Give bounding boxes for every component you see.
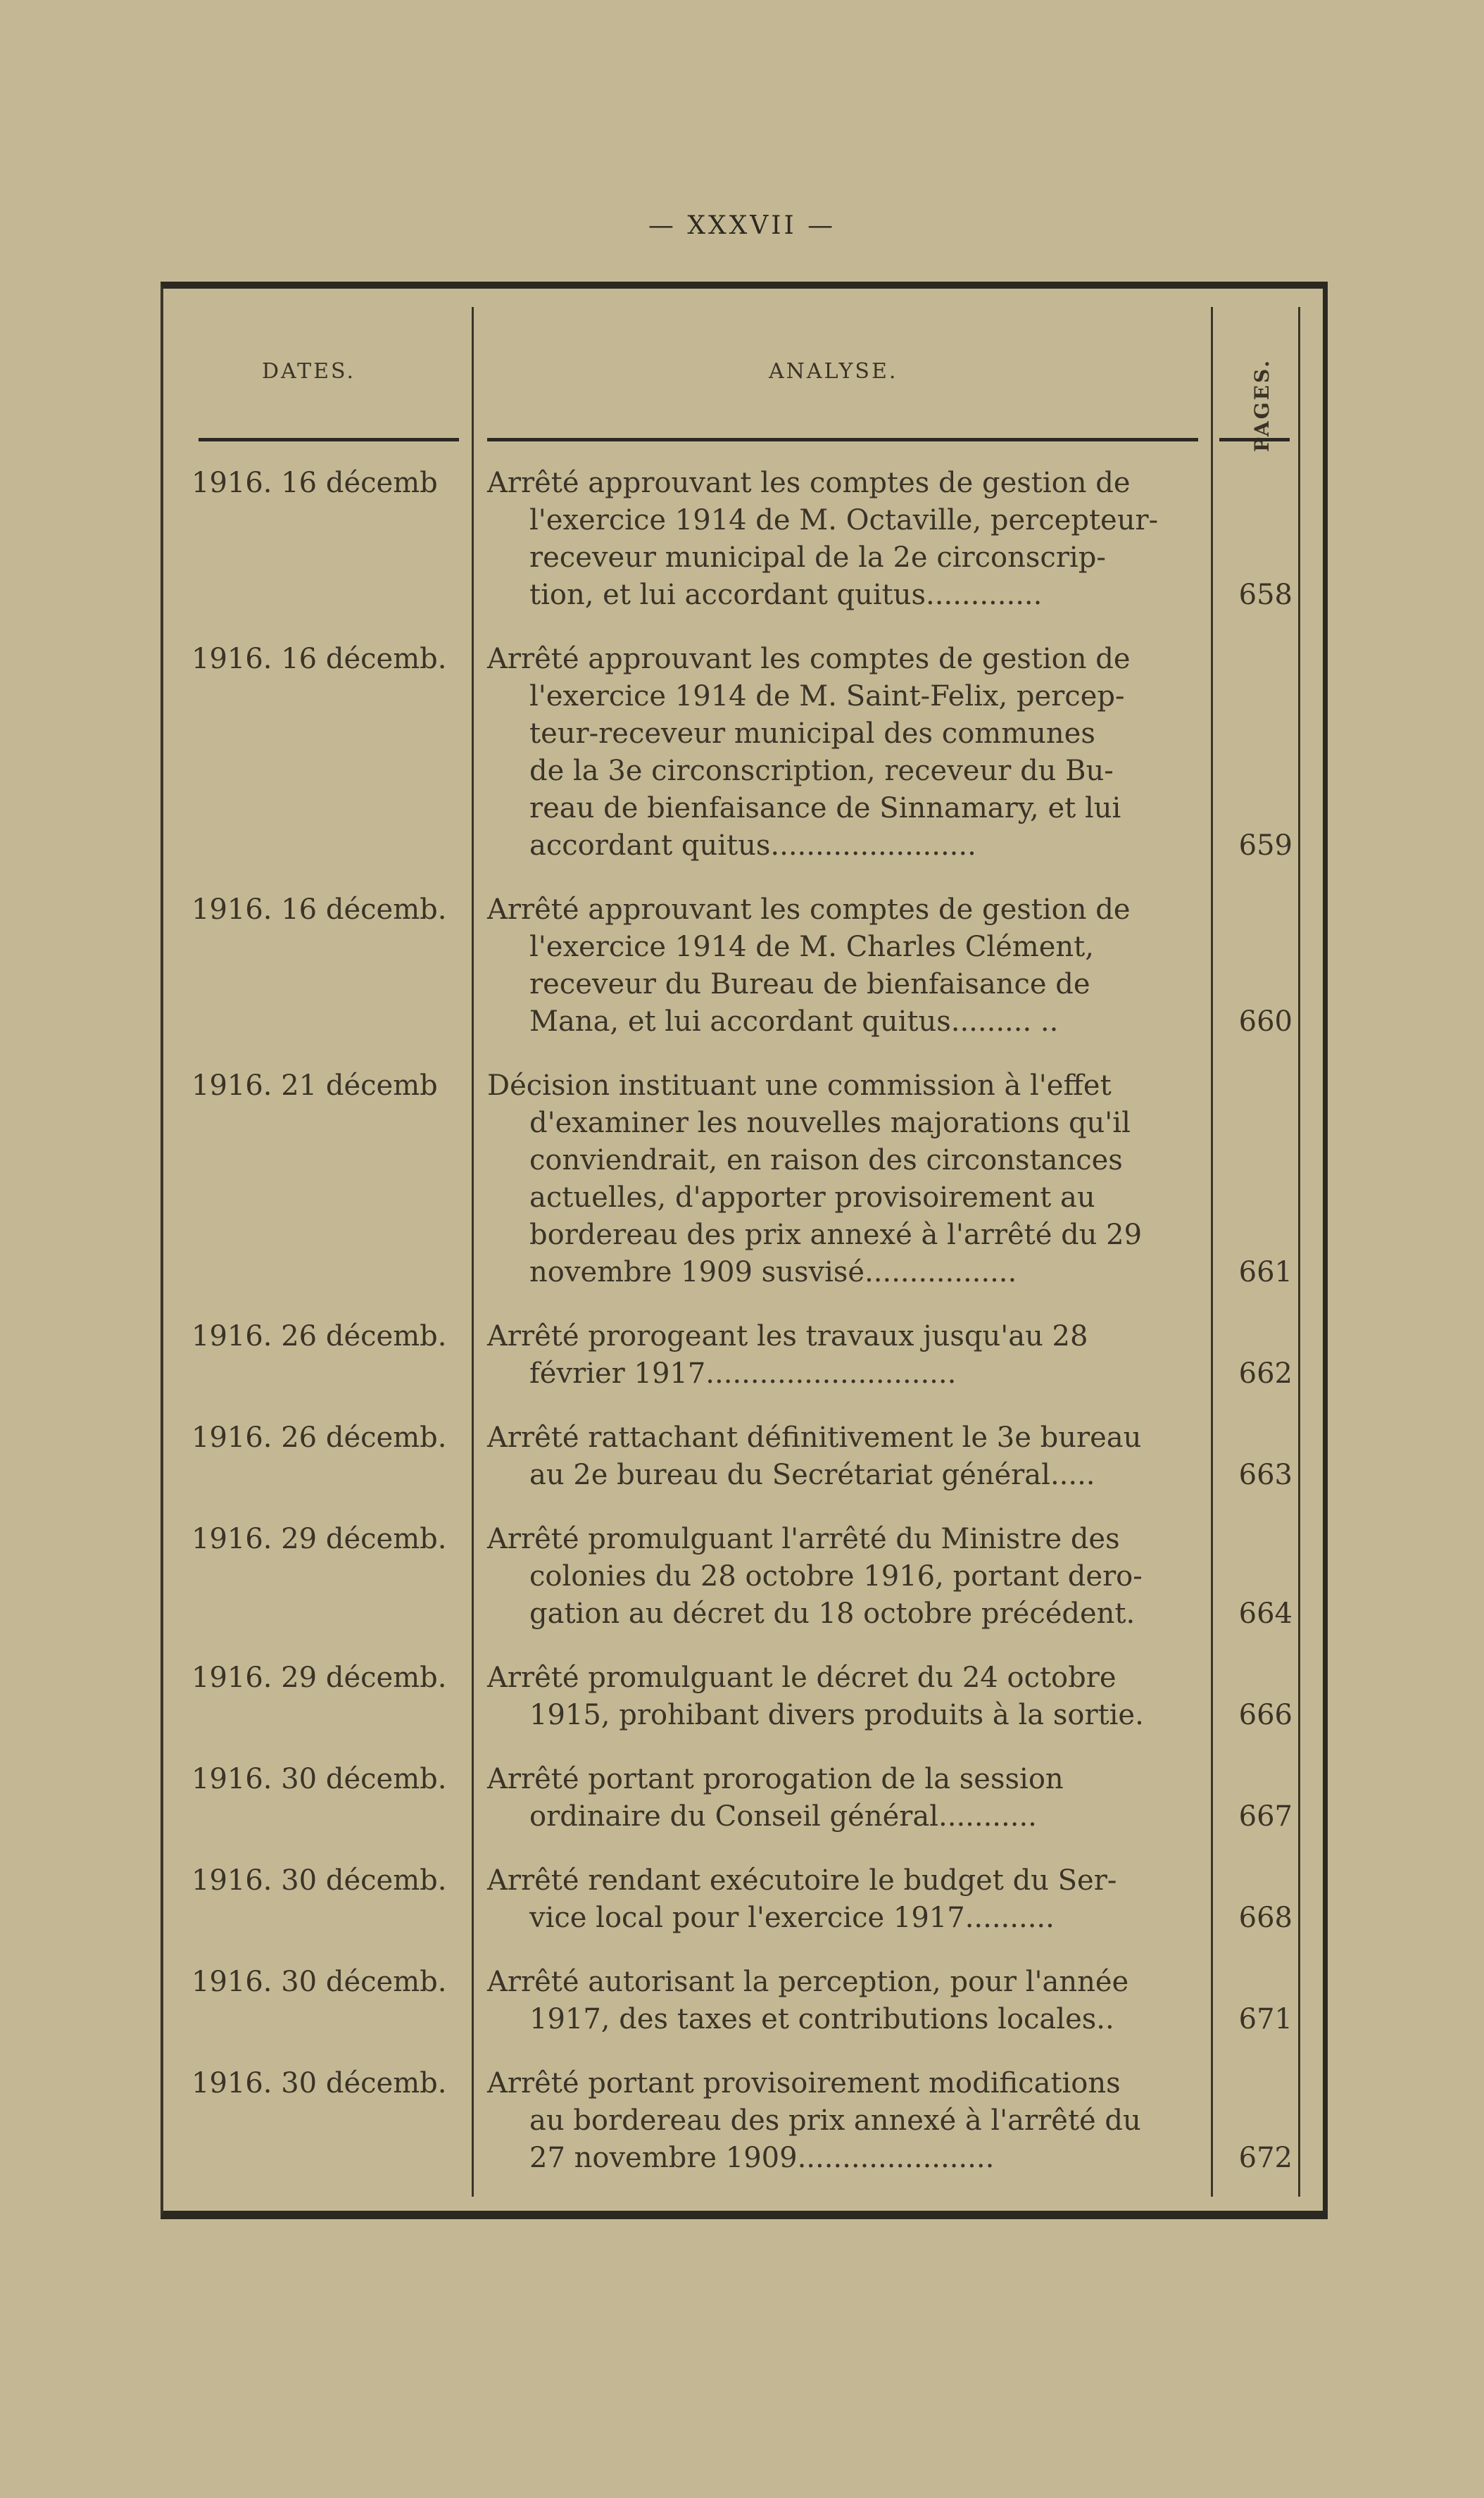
header-rule-analyse <box>487 438 1198 441</box>
entry-date: 1916. 21 décemb <box>191 1069 438 1102</box>
entry-page: 660 <box>1238 1005 1293 1038</box>
entry-date: 1916. 16 décemb <box>191 467 438 499</box>
entry-page: 664 <box>1238 1598 1293 1630</box>
entry-analyse-line: Arrêté rattachant définitivement le 3e bureau <box>487 1421 1142 1454</box>
entry-analyse <box>487 1419 1198 1494</box>
entry-analyse-line: colonies du 28 octobre 1916, portant dero- <box>529 1560 1143 1593</box>
entry-page: 668 <box>1238 1902 1293 1934</box>
entry-analyse <box>487 641 1198 865</box>
entry-date: 1916. 30 décemb. <box>191 1966 447 1998</box>
entry-page: 661 <box>1238 1256 1293 1288</box>
entry-date: 1916. 16 décemb. <box>191 643 447 675</box>
entry-analyse-line: février 1917............................ <box>529 1357 957 1390</box>
header-rule-pages <box>1219 438 1290 441</box>
table-row <box>163 1659 1325 1734</box>
column-header-pages-wrap <box>1230 345 1293 465</box>
entry-analyse-line: tion, et lui accordant quitus............. <box>529 579 1043 611</box>
entry-analyse <box>487 1659 1198 1734</box>
entry-analyse-line: Arrêté prorogeant les travaux jusqu'au 28 <box>487 1320 1088 1352</box>
entry-analyse-line: Mana, et lui accordant quitus......... .. <box>529 1005 1059 1038</box>
entry-analyse-line: ordinaire du Conseil général........... <box>529 1800 1037 1833</box>
entry-date: 1916. 30 décemb. <box>191 2067 447 2100</box>
entry-analyse-line: 1915, prohibant divers produits à la sortie. <box>529 1699 1144 1731</box>
entry-analyse-line: au 2e bureau du Secrétariat général..... <box>529 1459 1095 1491</box>
entry-analyse-line: teur-receveur municipal des communes <box>529 717 1095 750</box>
table-row <box>163 1067 1325 1291</box>
entry-page: 663 <box>1238 1459 1293 1491</box>
entry-analyse-line: accordant quitus....................... <box>529 829 976 862</box>
entry-page: 658 <box>1238 579 1293 611</box>
table-row <box>163 1964 1325 2038</box>
entry-date: 1916. 29 décemb. <box>191 1662 447 1694</box>
entry-analyse-line: Arrêté promulguant l'arrêté du Ministre des <box>487 1523 1120 1555</box>
entry-analyse-line: Arrêté approuvant les comptes de gestion de <box>487 893 1131 926</box>
entry-analyse-line: au bordereau des prix annexé à l'arrêté du <box>529 2104 1141 2137</box>
table-frame <box>161 282 1328 2219</box>
entry-analyse-line: Arrêté promulguant le décret du 24 octobre <box>487 1662 1117 1694</box>
table-row <box>163 1862 1325 1937</box>
column-header-pages: PAGES. <box>1250 358 1274 452</box>
entry-date: 1916. 30 décemb. <box>191 1864 447 1897</box>
entry-analyse-line: novembre 1909 susvisé................. <box>529 1256 1017 1288</box>
table-row <box>163 1521 1325 1633</box>
entries-list <box>163 465 1325 2204</box>
entry-analyse-line: reau de bienfaisance de Sinnamary, et lui <box>529 792 1121 824</box>
entry-page: 667 <box>1238 1800 1293 1833</box>
entry-analyse-line: 1917, des taxes et contributions locales.. <box>529 2003 1114 2035</box>
entry-date: 1916. 29 décemb. <box>191 1523 447 1555</box>
entry-date: 1916. 26 décemb. <box>191 1320 447 1352</box>
table-row <box>163 465 1325 614</box>
column-header-dates: DATES. <box>262 359 356 384</box>
entry-page: 659 <box>1238 829 1293 862</box>
entry-analyse <box>487 1964 1198 2038</box>
entry-analyse-line: l'exercice 1914 de M. Charles Clément, <box>529 931 1094 963</box>
entry-analyse-line: 27 novembre 1909...................... <box>529 2142 995 2174</box>
entry-analyse-line: l'exercice 1914 de M. Octaville, percepteur- <box>529 504 1159 536</box>
entry-analyse-line: actuelles, d'apporter provisoirement au <box>529 1181 1095 1214</box>
entry-analyse <box>487 891 1198 1041</box>
entry-date: 1916. 16 décemb. <box>191 893 447 926</box>
table-row <box>163 1761 1325 1835</box>
entry-analyse <box>487 1067 1198 1291</box>
entry-analyse-line: bordereau des prix annexé à l'arrêté du 29 <box>529 1219 1143 1251</box>
entry-analyse <box>487 1521 1198 1633</box>
entry-analyse-line: Arrêté approuvant les comptes de gestion de <box>487 643 1131 675</box>
table-row <box>163 1318 1325 1393</box>
table-row <box>163 2065 1325 2177</box>
entry-analyse-line: receveur du Bureau de bienfaisance de <box>529 968 1090 1000</box>
entry-analyse-line: Arrêté rendant exécutoire le budget du Ser- <box>487 1864 1117 1897</box>
entry-analyse-line: receveur municipal de la 2e circonscrip- <box>529 541 1106 574</box>
entry-analyse-line: Décision instituant une commission à l'effet <box>487 1069 1112 1102</box>
entry-analyse-line: l'exercice 1914 de M. Saint-Felix, percep- <box>529 680 1125 713</box>
entry-analyse-line: Arrêté portant prorogation de la session <box>487 1763 1064 1795</box>
entry-date: 1916. 26 décemb. <box>191 1421 447 1454</box>
table-row <box>163 891 1325 1041</box>
table-row <box>163 641 1325 865</box>
entry-analyse <box>487 1318 1198 1393</box>
entry-analyse-line: Arrêté autorisant la perception, pour l'année <box>487 1966 1129 1998</box>
entry-analyse-line: Arrêté portant provisoirement modifications <box>487 2067 1121 2100</box>
entry-analyse-line: de la 3e circonscription, receveur du Bu- <box>529 755 1114 787</box>
entry-analyse-line: d'examiner les nouvelles majorations qu'il <box>529 1107 1131 1139</box>
header-rule-dates <box>199 438 459 441</box>
entry-analyse <box>487 2065 1198 2177</box>
entry-page: 666 <box>1238 1699 1293 1731</box>
entry-analyse-line: Arrêté approuvant les comptes de gestion de <box>487 467 1131 499</box>
entry-analyse <box>487 1862 1198 1937</box>
page-number: — XXXVII — <box>648 211 836 240</box>
entry-date: 1916. 30 décemb. <box>191 1763 447 1795</box>
entry-analyse <box>487 465 1198 614</box>
entry-page: 671 <box>1238 2003 1293 2035</box>
entry-analyse-line: conviendrait, en raison des circonstances <box>529 1144 1123 1176</box>
table-row <box>163 1419 1325 1494</box>
entry-page: 672 <box>1238 2142 1293 2174</box>
entry-analyse <box>487 1761 1198 1835</box>
entry-page: 662 <box>1238 1357 1293 1390</box>
entry-analyse-line: gation au décret du 18 octobre précédent. <box>529 1598 1136 1630</box>
entry-analyse-line: vice local pour l'exercice 1917.......... <box>529 1902 1055 1934</box>
column-header-analyse: ANALYSE. <box>769 359 898 384</box>
